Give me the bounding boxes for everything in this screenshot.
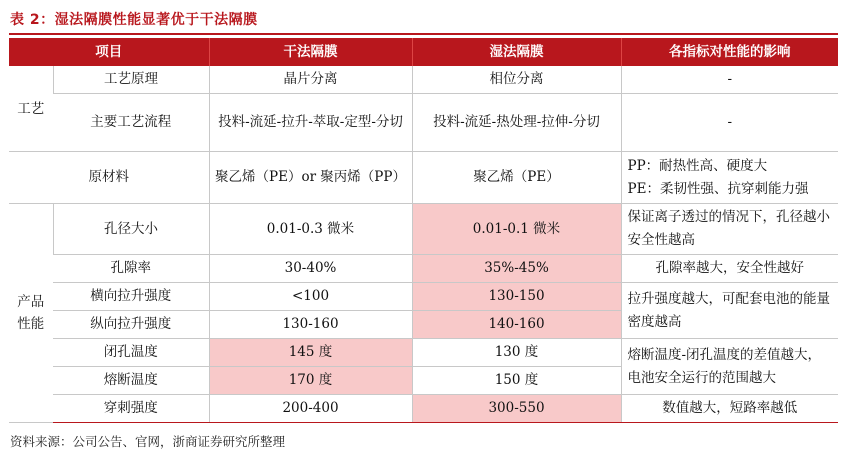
item-cell: 原材料	[9, 152, 209, 204]
table-row	[9, 66, 838, 94]
source-note: 资料来源：公司公告、官网，浙商证券研究所整理	[10, 434, 286, 449]
item-cell: 工艺原理	[53, 66, 209, 94]
dry-cell: <100	[209, 283, 412, 311]
table-title: 表 2：湿法隔膜性能显著优于干法隔膜	[10, 12, 258, 28]
wet-cell: 投料-流延-热处理-拉伸-分切	[412, 94, 621, 152]
dry-cell: 聚乙烯（PE）or 聚丙烯（PP）	[209, 152, 412, 204]
table-row	[9, 395, 838, 423]
item-cell: 闭孔温度	[53, 339, 209, 367]
dry-cell-highlight: 145 度	[209, 339, 412, 367]
effect-cell: 保证离子透过的情况下，孔径越小安全性越高	[621, 204, 838, 255]
item-cell: 熔断温度	[53, 367, 209, 395]
effect-line: PP：耐热性高、硬度大	[627, 157, 768, 174]
dry-cell: 投料-流延-拉升-萃取-定型-分切	[209, 94, 412, 152]
effect-cell: -	[621, 66, 838, 94]
header-effect: 各指标对性能的影响	[621, 38, 838, 66]
effect-cell: 孔隙率越大，安全性越好	[621, 255, 838, 283]
wet-cell-highlight: 130-150	[412, 283, 621, 311]
dry-cell: 130-160	[209, 311, 412, 339]
table-row	[9, 94, 838, 152]
table-row	[9, 339, 838, 367]
category-line: 性能	[17, 316, 45, 332]
wet-cell: 130 度	[412, 339, 621, 367]
effect-line: PE：柔韧性强、抗穿刺能力强	[627, 180, 809, 197]
wet-cell: 相位分离	[412, 66, 621, 94]
table-row	[9, 152, 838, 204]
wet-cell: 150 度	[412, 367, 621, 395]
item-cell: 横向拉升强度	[53, 283, 209, 311]
category-craft: 工艺	[9, 66, 53, 152]
wet-cell-highlight: 300-550	[412, 395, 621, 423]
table-header-row	[9, 38, 838, 66]
category-line: 产品	[17, 294, 45, 310]
wet-cell: 聚乙烯（PE）	[412, 152, 621, 204]
dry-cell: 晶片分离	[209, 66, 412, 94]
comparison-table-wrap	[9, 38, 838, 423]
table-row	[9, 283, 838, 311]
wet-cell-highlight: 140-160	[412, 311, 621, 339]
wet-cell-highlight: 0.01-0.1 微米	[412, 204, 621, 255]
item-cell: 孔隙率	[53, 255, 209, 283]
category-performance	[9, 204, 53, 423]
dry-cell: 30-40%	[209, 255, 412, 283]
comparison-table	[9, 38, 838, 423]
header-item: 项目	[9, 38, 209, 66]
item-cell: 主要工艺流程	[53, 94, 209, 152]
dry-cell-highlight: 170 度	[209, 367, 412, 395]
table-row	[9, 204, 838, 255]
effect-cell: 熔断温度-闭孔温度的差值越大，电池安全运行的范围越大	[621, 339, 838, 395]
table-row	[9, 255, 838, 283]
effect-cell: -	[621, 94, 838, 152]
dry-cell: 0.01-0.3 微米	[209, 204, 412, 255]
header-top-rule	[9, 33, 838, 35]
wet-cell-highlight: 35%-45%	[412, 255, 621, 283]
item-cell: 纵向拉升强度	[53, 311, 209, 339]
header-wet: 湿法隔膜	[412, 38, 621, 66]
header-dry: 干法隔膜	[209, 38, 412, 66]
effect-cell: 数值越大，短路率越低	[621, 395, 838, 423]
effect-cell: 拉升强度越大，可配套电池的能量密度越高	[621, 283, 838, 339]
effect-cell	[621, 152, 838, 204]
item-cell: 孔径大小	[53, 204, 209, 255]
dry-cell: 200-400	[209, 395, 412, 423]
item-cell: 穿刺强度	[53, 395, 209, 423]
